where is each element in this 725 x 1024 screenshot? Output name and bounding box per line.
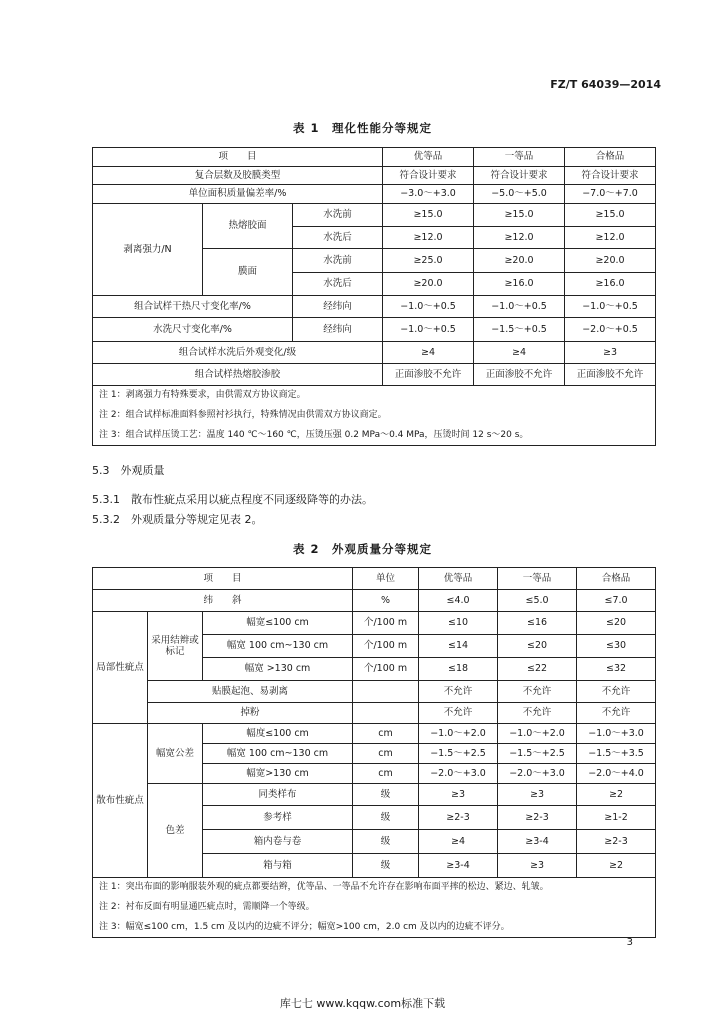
cell: 级 — [353, 830, 419, 854]
cell: −5.0～+5.0 — [474, 185, 565, 204]
cell: ≥3-4 — [419, 854, 498, 878]
table-row — [93, 364, 656, 386]
cell: ≤20 — [577, 612, 656, 635]
cell: 符合设计要求 — [383, 167, 474, 185]
cell: −1.0～+0.5 — [383, 296, 474, 318]
row-label: 水洗尺寸变化率/% — [93, 318, 293, 342]
cell: 水洗前 — [293, 249, 383, 273]
cell: 不允许 — [577, 681, 656, 703]
table-row — [93, 296, 656, 318]
cell: ≥4 — [474, 342, 565, 364]
table1 — [92, 147, 656, 446]
cell: −7.0～+7.0 — [565, 185, 656, 204]
table2 — [92, 567, 656, 938]
cell: ≥20.0 — [565, 249, 656, 273]
cell: ≥3-4 — [498, 830, 577, 854]
cell: ≤10 — [419, 612, 498, 635]
cell: 个/100 m — [353, 612, 419, 635]
cell: ≥2 — [577, 784, 656, 806]
cell: cm — [353, 764, 419, 784]
cell: ≥15.0 — [474, 204, 565, 227]
film-side-label: 膜面 — [203, 249, 293, 296]
cell: −1.0～+2.0 — [419, 724, 498, 744]
cell: ≥12.0 — [565, 227, 656, 249]
cell: ≥15.0 — [565, 204, 656, 227]
knot-mark-label: 采用结辫或标记 — [148, 612, 203, 681]
table-note-row — [93, 898, 656, 918]
cell: 幅宽≤100 cm — [203, 612, 353, 635]
cell: 个/100 m — [353, 635, 419, 658]
cell: 幅宽 >130 cm — [203, 658, 353, 681]
cell: 经纬向 — [293, 318, 383, 342]
cell: −2.0～+3.0 — [419, 764, 498, 784]
cell — [353, 703, 419, 724]
cell: −1.0～+2.0 — [498, 724, 577, 744]
cell: 参考样 — [203, 806, 353, 830]
table2-note: 注 1：突出布面的影响服装外观的疵点都要结辫，优等品、一等品不允许存在影响布面平摔的松边、紧边、轧皱。 — [93, 878, 656, 898]
cell: −1.5～+2.5 — [498, 744, 577, 764]
cell: ≤20 — [498, 635, 577, 658]
cell: 幅宽>130 cm — [203, 764, 353, 784]
table-note-row — [93, 386, 656, 406]
cell: 箱与箱 — [203, 854, 353, 878]
table2-head-item: 项 目 — [93, 568, 353, 590]
cell: 同类样布 — [203, 784, 353, 806]
table2-head-grade: 一等品 — [498, 568, 577, 590]
local-defect-label: 局部性疵点 — [93, 612, 148, 724]
doc-code: FZ/T 64039—2014 — [550, 78, 661, 91]
cell: ≤22 — [498, 658, 577, 681]
cell: ≥2-3 — [577, 830, 656, 854]
cell: ≥3 — [498, 854, 577, 878]
cell: ≥1-2 — [577, 806, 656, 830]
cell: −1.0～+0.5 — [383, 318, 474, 342]
cell: ≥2-3 — [419, 806, 498, 830]
cell: % — [353, 590, 419, 612]
table1-caption: 表 1 理化性能分等规定 — [292, 121, 432, 135]
cell: ≤5.0 — [498, 590, 577, 612]
cell: ≥20.0 — [383, 273, 474, 296]
page-number: 3 — [626, 937, 633, 948]
cell: −1.0～+3.0 — [577, 724, 656, 744]
table2-note: 注 3：幅宽≤100 cm，1.5 cm 及以内的边疵不评分；幅宽>100 cm，2.0 cm 及以内的边疵不评分。 — [93, 918, 656, 938]
cell: 正面渗胶不允许 — [474, 364, 565, 386]
cell: 不允许 — [577, 703, 656, 724]
table-row — [93, 784, 656, 806]
cell: ≥2-3 — [498, 806, 577, 830]
footer-watermark: 库七七 www.kqqw.com标准下载 — [279, 997, 446, 1010]
table2-caption: 表 2 外观质量分等规定 — [292, 542, 432, 556]
cell: 贴膜起泡、易剥离 — [148, 681, 353, 703]
cell: −1.0～+0.5 — [565, 296, 656, 318]
table-row — [93, 318, 656, 342]
cell: −2.0～+3.0 — [498, 764, 577, 784]
cell: 级 — [353, 784, 419, 806]
cell: 幅宽 100 cm~130 cm — [203, 635, 353, 658]
cell: 符合设计要求 — [565, 167, 656, 185]
cell: 水洗前 — [293, 204, 383, 227]
cell: −1.0～+0.5 — [474, 296, 565, 318]
cell: 不允许 — [498, 681, 577, 703]
table1-head-grade: 一等品 — [474, 148, 565, 167]
table1-note: 注 2：组合试样标准面料参照衬衫执行，特殊情况由供需双方协议商定。 — [93, 406, 656, 426]
cell: ≥3 — [419, 784, 498, 806]
table2-header-row — [93, 568, 656, 590]
table1-head-item: 项 目 — [93, 148, 383, 167]
table-row — [93, 681, 656, 703]
table2-head-grade: 优等品 — [419, 568, 498, 590]
scatter-defect-label: 散布性疵点 — [93, 724, 148, 878]
cell: −3.0～+3.0 — [383, 185, 474, 204]
cell: ≥12.0 — [383, 227, 474, 249]
cell: ≥3 — [498, 784, 577, 806]
cell: ≤32 — [577, 658, 656, 681]
cell: 幅度≤100 cm — [203, 724, 353, 744]
cell: 箱内卷与卷 — [203, 830, 353, 854]
table-row — [93, 342, 656, 364]
section-paragraph: 5.3.1 散布性疵点采用以疵点程度不同逐级降等的办法。 — [92, 493, 373, 506]
cell: 不允许 — [419, 703, 498, 724]
cell: 个/100 m — [353, 658, 419, 681]
table-row — [93, 612, 656, 635]
cell: ≤14 — [419, 635, 498, 658]
cell: 符合设计要求 — [474, 167, 565, 185]
cell: ≥3 — [565, 342, 656, 364]
cell: ≥25.0 — [383, 249, 474, 273]
table1-note: 注 3：组合试样压烫工艺：温度 140 ℃～160 ℃，压烫压强 0.2 MPa～0.4 MPa，压烫时间 12 s～20 s。 — [93, 426, 656, 446]
peel-strength-label: 剥离强力/N — [93, 204, 203, 296]
cell: 掉粉 — [148, 703, 353, 724]
table1-header-row — [93, 148, 656, 167]
section-heading: 5.3 外观质量 — [92, 464, 165, 477]
cell: ≤16 — [498, 612, 577, 635]
table-row — [93, 703, 656, 724]
table-note-row — [93, 406, 656, 426]
cell: ≤30 — [577, 635, 656, 658]
row-label: 组合试样水洗后外观变化/级 — [93, 342, 383, 364]
table2-head-unit: 单位 — [353, 568, 419, 590]
hot-melt-side-label: 热熔胶面 — [203, 204, 293, 249]
table-note-row — [93, 878, 656, 898]
table-note-row — [93, 918, 656, 938]
cell: 幅宽 100 cm~130 cm — [203, 744, 353, 764]
cell: ≥4 — [419, 830, 498, 854]
table2-head-grade: 合格品 — [577, 568, 656, 590]
cell: ≥15.0 — [383, 204, 474, 227]
cell: ≥16.0 — [474, 273, 565, 296]
cell: 正面渗胶不允许 — [383, 364, 474, 386]
row-label: 组合试样热熔胶渗胶 — [93, 364, 383, 386]
table-note-row — [93, 426, 656, 446]
row-label: 复合层数及胶膜类型 — [93, 167, 383, 185]
row-label: 单位面积质量偏差率/% — [93, 185, 383, 204]
cell: 水洗后 — [293, 227, 383, 249]
cell: ≥20.0 — [474, 249, 565, 273]
cell: ≥4 — [383, 342, 474, 364]
cell: ≤4.0 — [419, 590, 498, 612]
cell: −1.5～+0.5 — [474, 318, 565, 342]
cell: 不允许 — [498, 703, 577, 724]
cell: ≥12.0 — [474, 227, 565, 249]
width-tolerance-label: 幅宽公差 — [148, 724, 203, 784]
cell: ≤7.0 — [577, 590, 656, 612]
table-row — [93, 185, 656, 204]
cell: 级 — [353, 854, 419, 878]
cell — [353, 681, 419, 703]
cell: ≥16.0 — [565, 273, 656, 296]
cell: −2.0～+4.0 — [577, 764, 656, 784]
table-row — [93, 590, 656, 612]
color-difference-label: 色差 — [148, 784, 203, 878]
cell: 正面渗胶不允许 — [565, 364, 656, 386]
table1-note: 注 1：剥离强力有特殊要求，由供需双方协议商定。 — [93, 386, 656, 406]
table1-head-grade: 优等品 — [383, 148, 474, 167]
section-paragraph: 5.3.2 外观质量分等规定见表 2。 — [92, 513, 263, 526]
cell: cm — [353, 744, 419, 764]
cell: 水洗后 — [293, 273, 383, 296]
table1-head-grade: 合格品 — [565, 148, 656, 167]
table2-note: 注 2：衬布反面有明显通匹疵点时，需顺降一个等级。 — [93, 898, 656, 918]
table-row — [93, 167, 656, 185]
cell: −1.5～+3.5 — [577, 744, 656, 764]
row-label: 纬 斜 — [93, 590, 353, 612]
cell: 经纬向 — [293, 296, 383, 318]
table-row — [93, 204, 656, 227]
cell: −1.5～+2.5 — [419, 744, 498, 764]
cell: ≥2 — [577, 854, 656, 878]
cell: ≤18 — [419, 658, 498, 681]
cell: 不允许 — [419, 681, 498, 703]
cell: −2.0～+0.5 — [565, 318, 656, 342]
cell: 级 — [353, 806, 419, 830]
table-row — [93, 724, 656, 744]
row-label: 组合试样干热尺寸变化率/% — [93, 296, 293, 318]
cell: cm — [353, 724, 419, 744]
